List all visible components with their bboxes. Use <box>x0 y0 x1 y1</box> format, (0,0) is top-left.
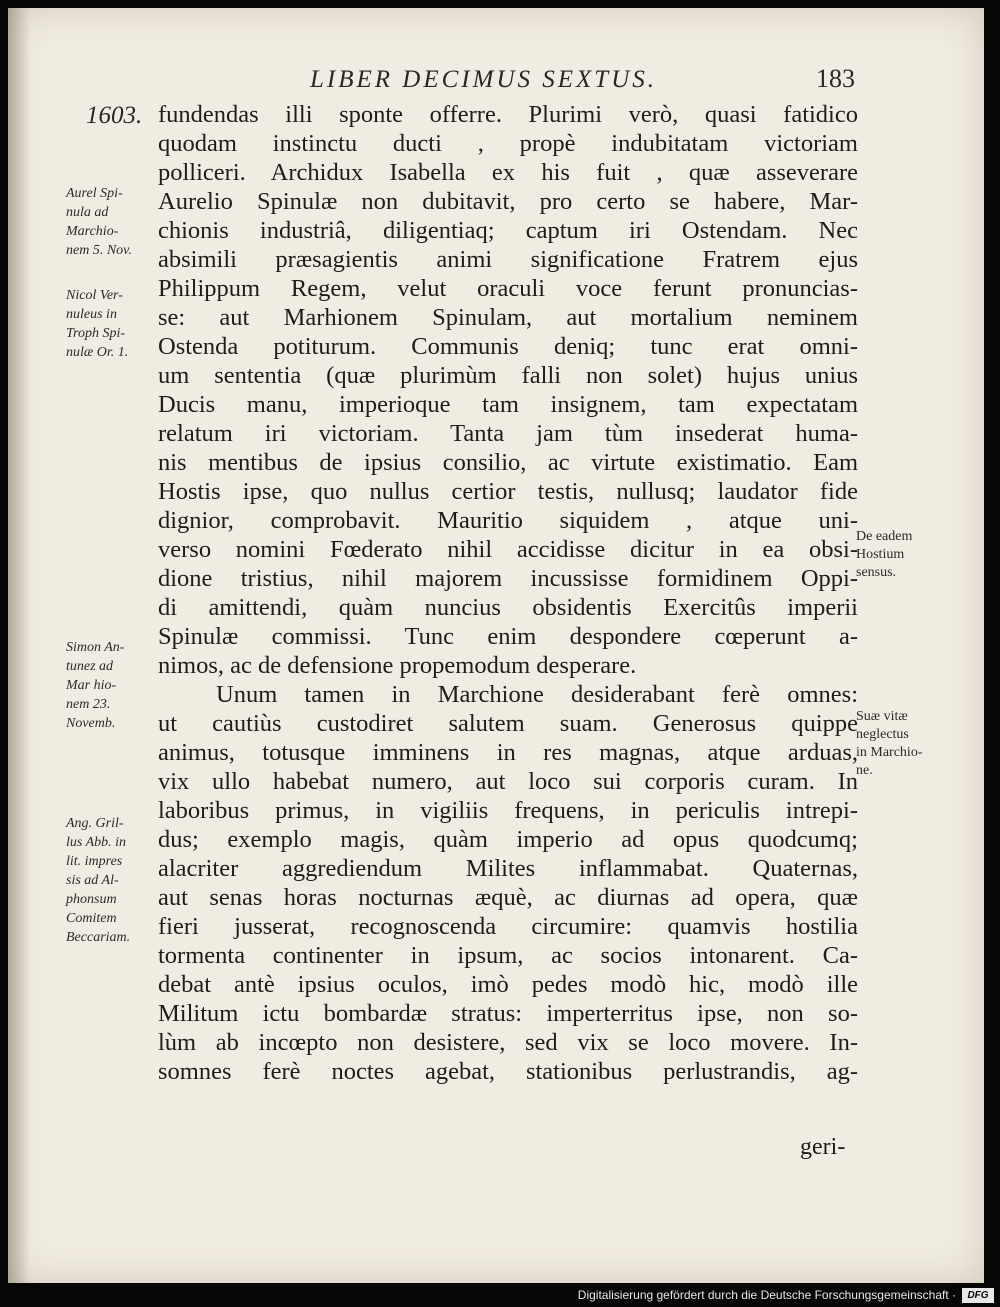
text-line: Spinulæ commissi. Tunc enim despondere cœperunt a- <box>158 623 858 650</box>
text-line: Hostis ipse, quo nullus certior testis, nullusq; laudator fide <box>158 478 858 505</box>
margin-note-line: in Marchio- <box>856 745 923 760</box>
text-line: Ostenda potiturum. Communis deniq; tunc erat omni- <box>158 333 858 360</box>
text-line: di amittendi, quàm nuncius obsidentis Exercitûs imperii <box>158 594 858 621</box>
scanned-book-page <box>8 8 984 1283</box>
text-line: aut senas horas nocturnas æquè, ac diurnas ad opera, quæ <box>158 884 858 911</box>
text-line: nis mentibus de ipsius consilio, ac virtute existimatio. Eam <box>158 449 858 476</box>
margin-note-line: Comitem <box>66 911 117 926</box>
margin-note-line: Ang. Gril- <box>66 816 124 831</box>
margin-note-line: Marchio- <box>66 224 119 239</box>
text-line: nimos, ac de defensione propemodum desperare. <box>158 652 637 679</box>
margin-note-line: nem 5. Nov. <box>66 243 132 258</box>
margin-note-line: Mar hio- <box>66 678 117 693</box>
text-line: um sententia (quæ plurimùm falli non solet) hujus unius <box>158 362 858 389</box>
text-line: polliceri. Archidux Isabella ex his fuit , quæ asseverare <box>158 159 858 186</box>
margin-note-line: nuleus in <box>66 307 117 322</box>
margin-note-line: De eadem <box>856 529 913 544</box>
funding-credit: Digitalisierung gefördert durch die Deutsche Forschungsgemeinschaft · <box>577 1288 956 1302</box>
margin-note-line: Novemb. <box>66 716 116 731</box>
body-text <box>158 100 858 1086</box>
dfg-logo-icon: DFG <box>962 1288 994 1303</box>
year-marker: 1603. <box>86 102 143 129</box>
margin-note-line: phonsum <box>66 892 117 907</box>
margin-note-line: sensus. <box>856 565 897 580</box>
margin-note-line: neglectus <box>856 727 909 742</box>
text-line: quodam instinctu ducti , propè indubitatam victoriam <box>158 130 858 157</box>
text-line: chionis industriâ, diligentiaq; captum iri Ostendam. Nec <box>158 217 858 244</box>
text-line: debat antè ipsius oculos, imò pedes modò hic, modò ille <box>158 971 858 998</box>
text-line: fundendas illi sponte offerre. Plurimi verò, quasi fatidico <box>158 101 858 128</box>
margin-note-line: nula ad <box>66 205 109 220</box>
margin-note-line: tunez ad <box>66 659 114 674</box>
text-line: laboribus primus, in vigiliis frequens, in periculis intrepi- <box>158 797 858 824</box>
text-line: dus; exemplo magis, quàm imperio ad opus quodcumq; <box>158 826 858 853</box>
running-head: LIBER DECIMUS SEXTUS. <box>310 66 657 93</box>
text-line: somnes ferè noctes agebat, stationibus perlustrandis, ag- <box>158 1058 858 1085</box>
text-line: se: aut Marhionem Spinulam, aut mortalium neminem <box>158 304 858 331</box>
text-line: animus, totusque imminens in res magnas, atque arduas, <box>158 739 858 766</box>
margin-note-de-eadem <box>856 528 952 582</box>
margin-note-line: Aurel Spi- <box>66 186 123 201</box>
text-line: relatum iri victoriam. Tanta jam tùm insederat huma- <box>158 420 858 447</box>
text-line: dione tristius, nihil majorem incussisse formidinem Oppi- <box>158 565 858 592</box>
margin-note-line: Troph Spi- <box>66 326 125 341</box>
margin-note-line: nem 23. <box>66 697 111 712</box>
text-line: Ducis manu, imperioque tam insignem, tam expectatam <box>158 391 858 418</box>
margin-note-line: Nicol Ver- <box>66 288 123 303</box>
margin-note-line: Suæ vitæ <box>856 709 908 724</box>
gutter-shadow <box>8 8 30 1283</box>
text-line: fieri jusserat, recognoscenda circumire: quamvis hostilia <box>158 913 858 940</box>
text-line: ut cautiùs custodiret salutem suam. Generosus quippe <box>158 710 858 737</box>
margin-note-line: Hostium <box>856 547 905 562</box>
text-line: tormenta continenter in ipsum, ac socios intonarent. Ca- <box>158 942 858 969</box>
margin-note-line: Beccariam. <box>66 930 131 945</box>
margin-note-line: lit. impres <box>66 854 123 869</box>
margin-note-simon-antunez <box>66 638 158 733</box>
text-line: lùm ab incœpto non desistere, sed vix se loco movere. In- <box>158 1029 858 1056</box>
text-line: alacriter aggrediendum Milites inflammabat. Quaternas, <box>158 855 858 882</box>
margin-note-nicol-vernuleus <box>66 286 158 362</box>
text-line: verso nomini Fœderato nihil accidisse dicitur in ea obsi- <box>158 536 858 563</box>
page-number: 183 <box>816 64 855 93</box>
margin-note-suae-vitae <box>856 708 952 780</box>
text-line: vix ullo habebat numero, aut loco sui corporis curam. In <box>158 768 858 795</box>
margin-note-line: lus Abb. in <box>66 835 127 850</box>
margin-note-ang-grillus <box>66 814 158 947</box>
margin-note-line: Simon An- <box>66 640 125 655</box>
margin-note-line: nulæ Or. 1. <box>66 345 129 360</box>
text-line: Militum ictu bombardæ stratus: imperterritus ipse, non so- <box>158 1000 858 1027</box>
text-line: Philippum Regem, velut oraculi voce ferunt pronuncias- <box>158 275 858 302</box>
catchword: geri- <box>800 1134 846 1160</box>
text-line: Aurelio Spinulæ non dubitavit, pro certo se habere, Mar- <box>158 188 858 215</box>
margin-note-line: ne. <box>856 763 873 778</box>
text-line: dignior, comprobavit. Mauritio siquidem , atque uni- <box>158 507 858 534</box>
footer-bar <box>0 1283 1000 1307</box>
margin-note-aurel-spinula <box>66 184 158 260</box>
text-line: Unum tamen in Marchione desiderabant ferè omnes: <box>216 681 858 708</box>
text-line: absimili præsagientis animi significatione Fratrem ejus <box>158 246 858 273</box>
page-header <box>8 60 984 100</box>
margin-note-line: sis ad Al- <box>66 873 119 888</box>
